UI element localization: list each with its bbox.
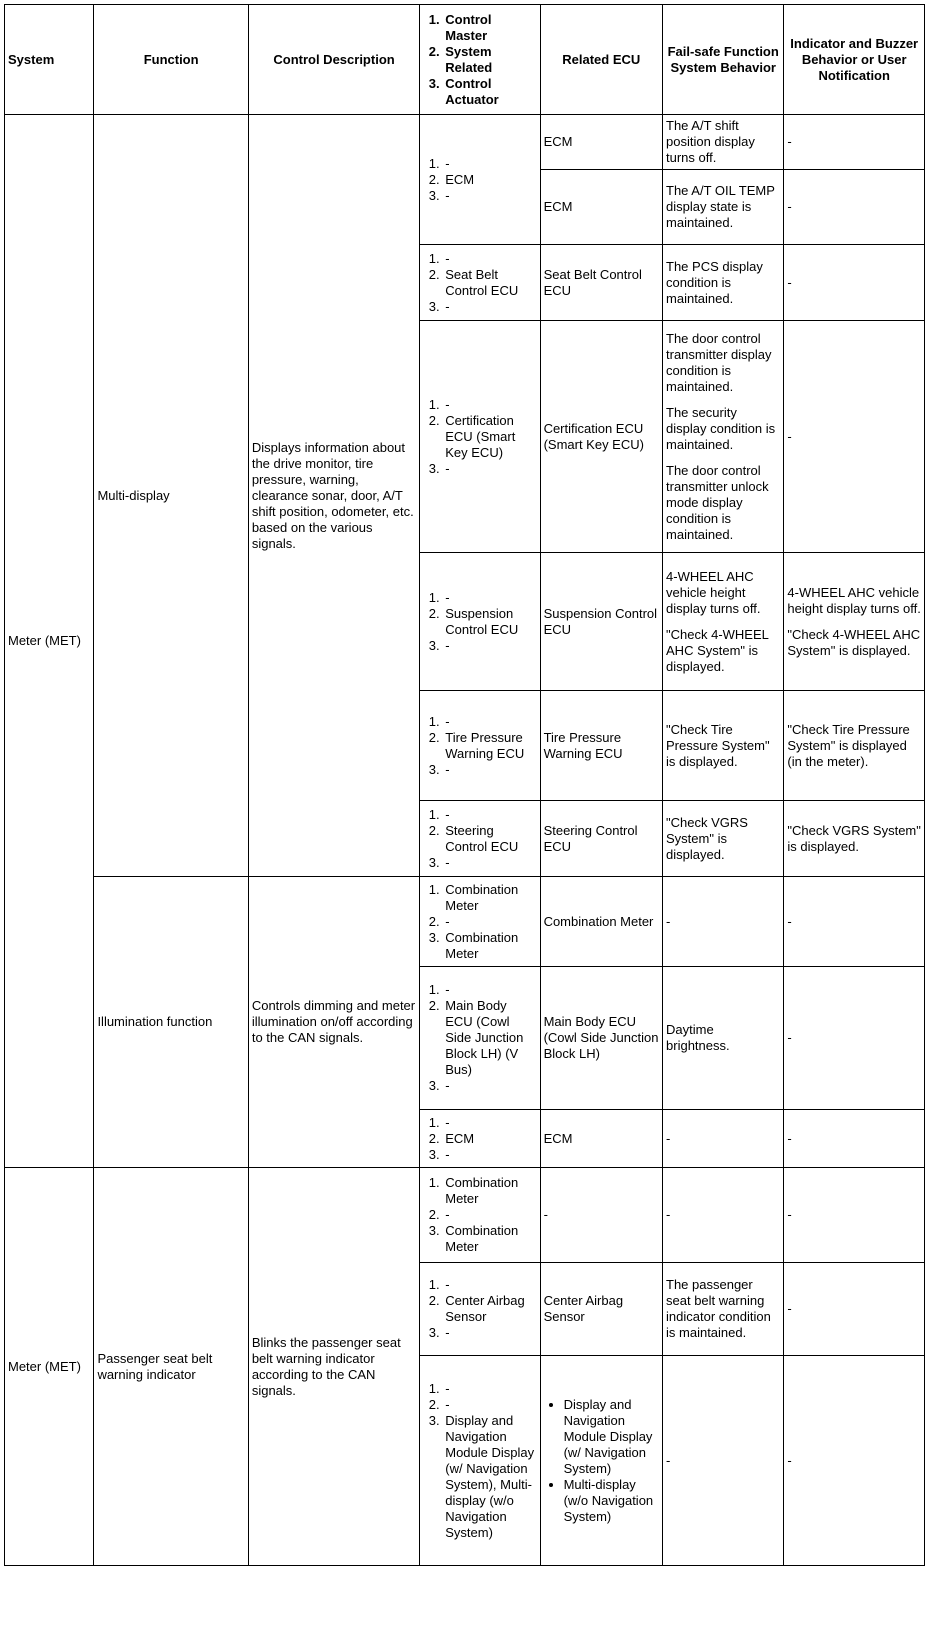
related-ecu-cell: ECM: [540, 1110, 662, 1168]
control-list-item: 2. Center Airbag Sensor: [443, 1293, 536, 1325]
header-control-master: 1. Control Master: [443, 12, 536, 44]
failsafe-cell: [663, 1168, 784, 1263]
related-ecu-cell: ECM: [540, 170, 662, 245]
control-cell: [420, 321, 540, 553]
control-list-item: 2. Steering Control ECU: [443, 823, 536, 855]
indicator-cell: [784, 1356, 925, 1566]
control-list-item: 2. ECM: [443, 1131, 536, 1147]
control-list: [423, 882, 536, 962]
header-related-ecu: Related ECU: [540, 5, 662, 115]
header-row: [5, 5, 925, 115]
control-cell: [420, 691, 540, 801]
control-list-item: 2. -: [443, 914, 536, 930]
control-list: [423, 251, 536, 315]
failsafe-paragraph: 4-WHEEL AHC vehicle height display turns off.: [666, 568, 761, 616]
failsafe-paragraph: The door control transmitter unlock mode display condition is maintained.: [666, 462, 769, 542]
control-list: [423, 1381, 536, 1541]
failsafe-cell: [663, 170, 784, 245]
control-list-item: 1. Combination Meter: [443, 882, 536, 914]
related-ecu-item: • Multi-display (w/o Navigation System): [564, 1477, 659, 1525]
control-list-item: 1. -: [443, 156, 536, 172]
control-list-item: 1. -: [443, 1277, 536, 1293]
related-ecu-cell: Steering Control ECU: [540, 801, 662, 877]
failsafe-paragraph: The A/T OIL TEMP display state is maintained.: [666, 183, 775, 230]
control-list-item: 2. Certification ECU (Smart Key ECU): [443, 413, 536, 461]
failsafe-cell: [663, 245, 784, 321]
control-list-item: 3. -: [443, 762, 536, 778]
failsafe-cell: [663, 321, 784, 553]
indicator-cell: [784, 321, 925, 553]
related-ecu-cell: Combination Meter: [540, 877, 662, 967]
control-list-item: 3. -: [443, 188, 536, 204]
control-list-item: 1. -: [443, 1115, 536, 1131]
control-list-item: 3. -: [443, 638, 536, 654]
control-list-item: 3. -: [443, 461, 536, 477]
indicator-cell: [784, 1168, 925, 1263]
indicator-paragraph: -: [787, 1301, 792, 1316]
failsafe-cell: [663, 691, 784, 801]
control-cell: [420, 1263, 540, 1356]
control-cell: [420, 553, 540, 691]
indicator-paragraph: -: [787, 1130, 792, 1146]
table-wrapper: [4, 4, 925, 1566]
control-cell: [420, 877, 540, 967]
control-list-item: 2. Tire Pressure Warning ECU: [443, 730, 536, 762]
control-cell: [420, 245, 540, 321]
control-list-item: 1. -: [443, 251, 536, 267]
control-list-item: 2. ECM: [443, 172, 536, 188]
related-ecu-cell: Main Body ECU (Cowl Side Junction Block LH): [540, 967, 662, 1110]
description-cell: Controls dimming and meter illumination on/off according to the CAN signals.: [248, 877, 419, 1168]
indicator-cell: [784, 553, 925, 691]
control-list-item: 2. Seat Belt Control ECU: [443, 267, 536, 299]
control-list-item: 1. Combination Meter: [443, 1175, 536, 1207]
failsafe-cell: [663, 115, 784, 170]
header-function: Function: [94, 5, 248, 115]
indicator-cell: [784, 877, 925, 967]
control-list-item: 3. -: [443, 299, 536, 315]
control-list-item: 1. -: [443, 590, 536, 606]
related-ecu-cell: Center Airbag Sensor: [540, 1263, 662, 1356]
description-cell: Blinks the passenger seat belt warning indicator according to the CAN signals.: [248, 1168, 419, 1566]
system-cell: Meter (MET): [5, 1168, 94, 1566]
control-cell: [420, 115, 540, 245]
control-list-item: 1. -: [443, 714, 536, 730]
indicator-cell: [784, 691, 925, 801]
indicator-paragraph: -: [787, 274, 792, 290]
control-list: [423, 1175, 536, 1255]
failsafe-paragraph: The passenger seat belt warning indicator condition is maintained.: [666, 1277, 771, 1340]
failsafe-paragraph: "Check VGRS System" is displayed.: [666, 814, 748, 862]
control-list: [423, 590, 536, 654]
control-cell: [420, 801, 540, 877]
control-list-item: 1. -: [443, 1381, 536, 1397]
failsafe-paragraph: -: [666, 1130, 671, 1146]
function-cell: Illumination function: [94, 877, 248, 1168]
control-cell: [420, 1110, 540, 1168]
indicator-cell: [784, 967, 925, 1110]
indicator-paragraph: -: [787, 199, 792, 214]
control-list: [423, 1277, 536, 1341]
control-list-item: 1. -: [443, 397, 536, 413]
failsafe-paragraph: -: [666, 1452, 671, 1468]
related-ecu-list: [544, 1397, 659, 1525]
function-cell: Multi-display: [94, 115, 248, 877]
indicator-paragraph: -: [787, 1207, 792, 1222]
related-ecu-cell: Seat Belt Control ECU: [540, 245, 662, 321]
control-list-item: 1. -: [443, 982, 536, 998]
failsafe-paragraph: The A/T shift position display turns off.: [666, 118, 755, 165]
system-cell: Meter (MET): [5, 115, 94, 1168]
header-control-actuator: 3. Control Actuator: [443, 76, 536, 108]
related-ecu-cell: Suspension Control ECU: [540, 553, 662, 691]
indicator-cell: [784, 245, 925, 321]
indicator-paragraph: -: [787, 1452, 792, 1468]
related-ecu-cell: Tire Pressure Warning ECU: [540, 691, 662, 801]
failsafe-cell: [663, 877, 784, 967]
control-cell: [420, 1168, 540, 1263]
indicator-paragraph: -: [787, 428, 792, 444]
failsafe-cell: [663, 1263, 784, 1356]
indicator-paragraph: 4-WHEEL AHC vehicle height display turns off.: [787, 584, 921, 616]
related-ecu-cell: ECM: [540, 115, 662, 170]
control-list-item: 3. -: [443, 1078, 536, 1094]
indicator-cell: [784, 1263, 925, 1356]
failsafe-cell: [663, 1356, 784, 1566]
control-list: [423, 156, 536, 204]
control-list-item: 3. -: [443, 1325, 536, 1341]
failsafe-paragraph: The security display condition is maintained.: [666, 404, 776, 452]
failsafe-cell: [663, 801, 784, 877]
header-control-list: [420, 5, 540, 115]
related-ecu-cell: -: [540, 1168, 662, 1263]
control-list: [423, 807, 536, 871]
failsafe-paragraph: Daytime brightness.: [666, 1022, 730, 1053]
related-ecu-cell: Certification ECU (Smart Key ECU): [540, 321, 662, 553]
indicator-cell: [784, 801, 925, 877]
failsafe-table: [4, 4, 925, 1566]
indicator-paragraph: -: [787, 1030, 792, 1045]
table-row: [5, 1168, 925, 1263]
header-failsafe: Fail-safe Function System Behavior: [663, 5, 784, 115]
indicator-cell: [784, 115, 925, 170]
failsafe-cell: [663, 1110, 784, 1168]
failsafe-cell: [663, 967, 784, 1110]
related-ecu-cell: [540, 1356, 662, 1566]
failsafe-cell: [663, 553, 784, 691]
control-list: [423, 982, 536, 1094]
failsafe-paragraph: The door control transmitter display condition is maintained.: [666, 330, 772, 394]
indicator-cell: [784, 1110, 925, 1168]
control-list-item: 3. -: [443, 1147, 536, 1163]
control-list-item: 3. Combination Meter: [443, 1223, 536, 1255]
failsafe-paragraph: "Check 4-WHEEL AHC System" is displayed.: [666, 626, 769, 674]
failsafe-paragraph: -: [666, 1207, 671, 1222]
control-list-item: 3. -: [443, 855, 536, 871]
control-list-item: 2. Main Body ECU (Cowl Side Junction Block LH) (V Bus): [443, 998, 536, 1078]
control-cell: [420, 1356, 540, 1566]
control-list-item: 2. Suspension Control ECU: [443, 606, 536, 638]
indicator-cell: [784, 170, 925, 245]
description-cell: Displays information about the drive monitor, tire pressure, warning, clearance sonar, door, A/T shift position, odometer, etc. based on the various signals.: [248, 115, 419, 877]
header-indicator: Indicator and Buzzer Behavior or User Notification: [784, 5, 925, 115]
indicator-paragraph: -: [787, 134, 792, 149]
failsafe-paragraph: -: [666, 913, 671, 929]
header-control-description: Control Description: [248, 5, 419, 115]
control-list-item: 2. -: [443, 1207, 536, 1223]
failsafe-paragraph: The PCS display condition is maintained.: [666, 258, 763, 306]
header-system: System: [5, 5, 94, 115]
related-ecu-item: • Display and Navigation Module Display (w/ Navigation System): [564, 1397, 659, 1477]
control-list: [423, 397, 536, 477]
table-row: [5, 115, 925, 170]
control-cell: [420, 967, 540, 1110]
control-list: [423, 714, 536, 778]
indicator-paragraph: "Check 4-WHEEL AHC System" is displayed.: [787, 626, 921, 658]
indicator-paragraph: "Check Tire Pressure System" is displayed (in the meter).: [787, 721, 910, 769]
table-row: [5, 877, 925, 967]
indicator-paragraph: -: [787, 913, 792, 929]
control-list-item: 3. Combination Meter: [443, 930, 536, 962]
control-list-item: 1. -: [443, 807, 536, 823]
function-cell: Passenger seat belt warning indicator: [94, 1168, 248, 1566]
control-list: [423, 1115, 536, 1163]
indicator-paragraph: "Check VGRS System" is displayed.: [787, 822, 921, 854]
control-list-item: 2. -: [443, 1397, 536, 1413]
table-body: [5, 115, 925, 1566]
header-system-related: 2. System Related: [443, 44, 536, 76]
control-list-item: 3. Display and Navigation Module Display (w/ Navigation System), Multi-display (w/o Navigation System): [443, 1413, 536, 1541]
failsafe-paragraph: "Check Tire Pressure System" is displayed.: [666, 721, 770, 769]
